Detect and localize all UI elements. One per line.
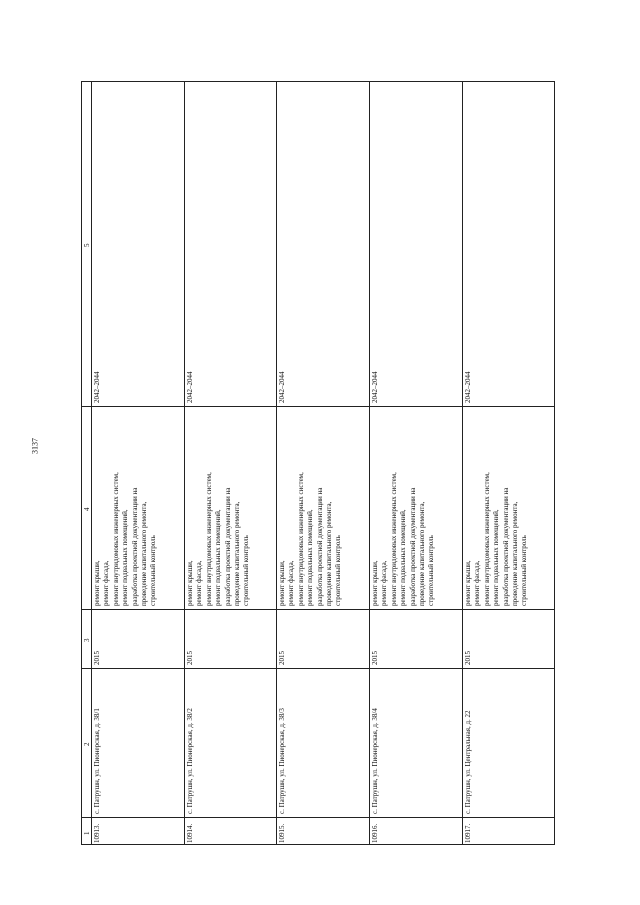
page-number-text: 3137 <box>30 438 40 454</box>
row-number: 10915. <box>278 823 286 843</box>
work-item: проведение капитального ремонта, <box>140 501 149 606</box>
row-number: 10914. <box>186 823 194 843</box>
row-number: 10913. <box>93 823 101 843</box>
row-year: 2015 <box>278 651 286 665</box>
row-period: 2042–2044 <box>278 371 286 403</box>
work-item: ремонт подвальных помещений, <box>306 509 315 606</box>
column-divider <box>82 406 554 407</box>
work-item: ремонт подвальных помещений, <box>214 509 223 606</box>
work-item: ремонт фасада, <box>102 560 111 606</box>
column-header-1: 1 <box>83 831 91 835</box>
column-header-2: 2 <box>83 742 91 746</box>
work-item: ремонт фасада, <box>287 560 296 606</box>
work-item: строительный контроль <box>334 535 343 606</box>
rotated-table <box>81 81 555 845</box>
work-item: ремонт крыши, <box>93 560 101 606</box>
work-item: ремонт крыши, <box>186 560 194 606</box>
work-item: ремонт крыши, <box>464 560 472 606</box>
work-item: разработка проектной документации на <box>501 487 510 606</box>
work-item: ремонт фасада, <box>473 560 482 606</box>
row-year: 2015 <box>93 651 101 665</box>
row-divider <box>91 82 92 844</box>
row-period: 2042–2044 <box>93 371 101 403</box>
row-divider <box>184 82 185 844</box>
work-item: ремонт фасада, <box>195 560 204 606</box>
work-item: проведение капитального ремонта, <box>233 501 242 606</box>
work-item: ремонт крыши, <box>278 560 286 606</box>
work-item: разработка проектной документации на <box>315 487 324 606</box>
row-divider <box>462 82 463 844</box>
column-header-3: 3 <box>83 638 91 642</box>
column-divider <box>82 668 554 669</box>
row-period: 2042–2044 <box>464 371 472 403</box>
row-works <box>278 472 344 606</box>
work-item: строительный контроль <box>520 535 529 606</box>
work-item: разработка проектной документации на <box>223 487 232 606</box>
work-item: ремонт подвальных помещений, <box>399 509 408 606</box>
work-item: ремонт внутридомовых инженерных систем, <box>482 472 491 606</box>
work-item: ремонт внутридомовых инженерных систем, <box>389 472 398 606</box>
row-address: с. Патрушн, ул. Центральная, д. 22 <box>464 710 472 814</box>
column-header-5: 5 <box>83 243 91 247</box>
row-divider <box>276 82 277 844</box>
work-item: ремонт внутридомовых инженерных систем, <box>296 472 305 606</box>
row-year: 2015 <box>464 651 472 665</box>
column-divider <box>82 609 554 610</box>
row-year: 2015 <box>186 651 194 665</box>
row-address: с. Патрушн, ул. Пионерская, д. 38/4 <box>371 708 379 814</box>
row-period: 2042–2044 <box>186 371 194 403</box>
work-item: проведение капитального ремонта, <box>418 501 427 606</box>
row-address: с. Патрушн, ул. Пионерская, д. 38/2 <box>186 708 194 814</box>
work-item: проведение капитального ремонта, <box>511 501 520 606</box>
row-works <box>93 472 159 606</box>
row-address: с. Патрушн, ул. Пионерская, д. 38/1 <box>93 708 101 814</box>
row-divider <box>369 82 370 844</box>
work-item: строительный контроль <box>242 535 251 606</box>
row-works <box>186 472 252 606</box>
row-period: 2042–2044 <box>371 371 379 403</box>
work-item: разработка проектной документации на <box>130 487 139 606</box>
row-works <box>464 472 530 606</box>
row-number: 10917. <box>464 823 472 843</box>
column-header-4: 4 <box>83 507 91 511</box>
row-year: 2015 <box>371 651 379 665</box>
work-item: разработка проектной документации на <box>408 487 417 606</box>
work-item: строительный контроль <box>427 535 436 606</box>
work-item: проведение капитального ремонта, <box>325 501 334 606</box>
work-item: ремонт фасада, <box>380 560 389 606</box>
work-item: ремонт подвальных помещений, <box>492 509 501 606</box>
row-number: 10916. <box>371 823 379 843</box>
row-address: с. Патрушн, ул. Пионерская, д. 38/3 <box>278 708 286 814</box>
work-item: ремонт подвальных помещений, <box>121 509 130 606</box>
row-works <box>371 472 437 606</box>
work-item: ремонт внутридомовых инженерных систем, <box>204 472 213 606</box>
work-item: ремонт крыши, <box>371 560 379 606</box>
work-item: строительный контроль <box>149 535 158 606</box>
work-item: ремонт внутридомовых инженерных систем, <box>111 472 120 606</box>
column-divider <box>82 817 554 818</box>
